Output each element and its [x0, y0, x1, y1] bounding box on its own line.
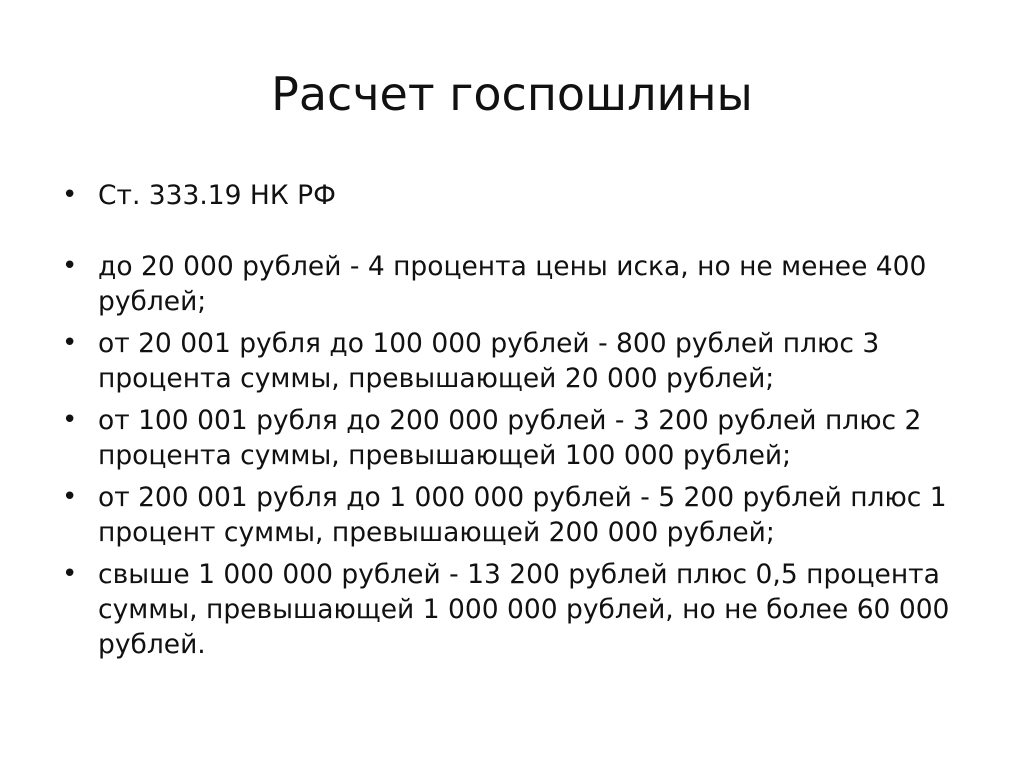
- bullet-item: [62, 249, 982, 319]
- bullet-icon: •: [62, 405, 78, 435]
- bullet-icon: •: [62, 180, 78, 210]
- bullet-item: [62, 557, 982, 662]
- bullet-text: Ст. 333.19 НК РФ: [98, 180, 336, 211]
- bullet-icon: •: [62, 328, 78, 358]
- bullet-text: до 20 000 рублей - 4 процента цены иска, но не менее 400 рублей;: [98, 251, 927, 317]
- bullet-item: [62, 178, 982, 213]
- bullet-list: [62, 178, 982, 669]
- bullet-text: от 200 001 рубля до 1 000 000 рублей - 5 200 рублей плюс 1 процент суммы, превышающей 200 000 рублей;: [98, 482, 947, 548]
- bullet-item: [62, 326, 982, 396]
- bullet-icon: •: [62, 482, 78, 512]
- bullet-icon: •: [62, 251, 78, 281]
- bullet-text: свыше 1 000 000 рублей - 13 200 рублей плюс 0,5 процента суммы, превышающей 1 000 000 рублей, но не более 60 000 рублей.: [98, 559, 950, 660]
- bullet-text: от 100 001 рубля до 200 000 рублей - 3 200 рублей плюс 2 процента суммы, превышающей 100 000 рублей;: [98, 405, 922, 471]
- bullet-text: от 20 001 рубля до 100 000 рублей - 800 рублей плюс 3 процента суммы, превышающей 20 000 рублей;: [98, 328, 880, 394]
- bullet-item: [62, 480, 982, 550]
- slide-title: Расчет госпошлины: [271, 67, 753, 121]
- bullet-item: [62, 403, 982, 473]
- bullet-icon: •: [62, 559, 78, 589]
